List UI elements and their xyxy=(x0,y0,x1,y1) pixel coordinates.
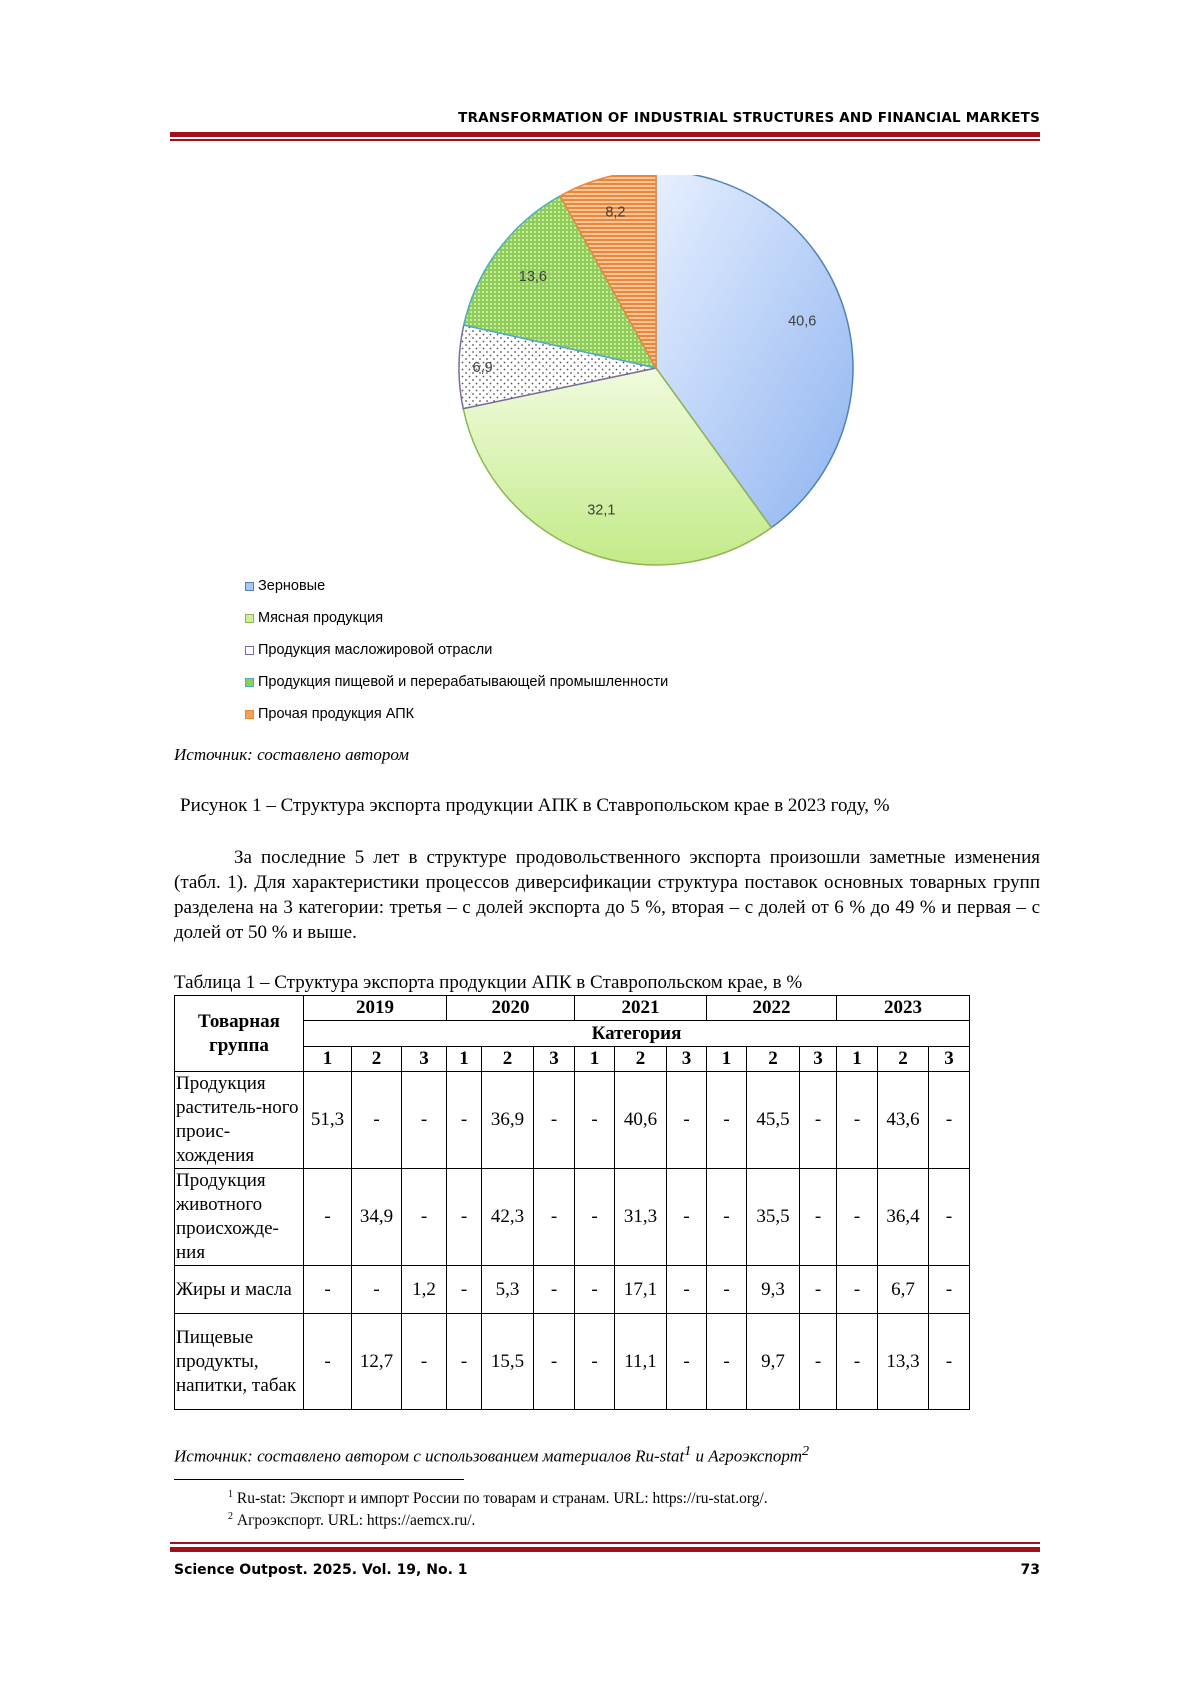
value-cell: - xyxy=(800,1169,837,1266)
value-cell: - xyxy=(800,1072,837,1169)
subcol-header: 3 xyxy=(402,1047,447,1072)
value-cell: 40,6 xyxy=(615,1072,667,1169)
table-row xyxy=(175,1072,970,1169)
value-cell: 34,9 xyxy=(352,1169,402,1266)
value-cell: - xyxy=(837,1266,878,1314)
value-cell: - xyxy=(575,1314,615,1410)
value-cell: 15,5 xyxy=(482,1314,534,1410)
value-cell: - xyxy=(667,1314,707,1410)
value-cell: - xyxy=(534,1072,575,1169)
slice-label: 13,6 xyxy=(518,269,547,286)
value-cell: - xyxy=(304,1266,352,1314)
value-cell: - xyxy=(837,1169,878,1266)
value-cell: 31,3 xyxy=(615,1169,667,1266)
legend-swatch xyxy=(245,646,254,655)
year-header: 2021 xyxy=(575,996,707,1021)
subcol-header: 3 xyxy=(800,1047,837,1072)
slice-label: 8,2 xyxy=(605,204,626,221)
legend-item xyxy=(245,602,668,634)
subcol-header: 2 xyxy=(878,1047,929,1072)
value-cell: - xyxy=(575,1169,615,1266)
legend-swatch xyxy=(245,582,254,591)
table-caption: Таблица 1 – Структура экспорта продукции АПК в Ставропольском крае, в % xyxy=(174,972,803,993)
subcol-header: 1 xyxy=(447,1047,482,1072)
value-cell: 36,9 xyxy=(482,1072,534,1169)
value-cell: 42,3 xyxy=(482,1169,534,1266)
value-cell: 11,1 xyxy=(615,1314,667,1410)
value-cell: - xyxy=(800,1266,837,1314)
value-cell: 13,3 xyxy=(878,1314,929,1410)
header-rule xyxy=(170,132,1040,137)
value-cell: - xyxy=(929,1169,970,1266)
subcol-header: 3 xyxy=(534,1047,575,1072)
subcol-header: 2 xyxy=(615,1047,667,1072)
value-cell: - xyxy=(534,1169,575,1266)
legend-item xyxy=(245,666,668,698)
value-cell: - xyxy=(447,1169,482,1266)
subcol-header: 1 xyxy=(837,1047,878,1072)
header-rule-thin xyxy=(170,139,1040,141)
value-cell: - xyxy=(402,1169,447,1266)
legend-swatch xyxy=(245,710,254,719)
value-cell: - xyxy=(707,1314,747,1410)
category-header: Категория xyxy=(304,1021,970,1047)
value-cell: - xyxy=(837,1072,878,1169)
value-cell: - xyxy=(575,1072,615,1169)
group-cell: Продукция раститель-ного проис-хождения xyxy=(175,1072,304,1169)
table-row xyxy=(175,1266,970,1314)
value-cell: - xyxy=(575,1266,615,1314)
legend-item xyxy=(245,698,668,730)
group-cell: Продукция животного происхожде-ния xyxy=(175,1169,304,1266)
table-row xyxy=(175,1314,970,1410)
value-cell: 36,4 xyxy=(878,1169,929,1266)
value-cell: - xyxy=(837,1314,878,1410)
table-source: Источник: составлено автором с использованием материалов Ru-stat$^1$ и Агроэкспорт$^2$ xyxy=(174,1443,810,1466)
figure-source: Источник: составлено автором xyxy=(174,745,410,764)
subcol-header: 1 xyxy=(575,1047,615,1072)
value-cell: - xyxy=(667,1169,707,1266)
legend-swatch xyxy=(245,614,254,623)
value-cell: - xyxy=(667,1266,707,1314)
value-cell: - xyxy=(402,1314,447,1410)
subcol-header: 3 xyxy=(667,1047,707,1072)
slice-label: 40,6 xyxy=(788,313,817,330)
legend-label: Зерновые xyxy=(258,578,326,594)
footer-rule-thin xyxy=(170,1542,1040,1544)
value-cell: - xyxy=(929,1072,970,1169)
value-cell: - xyxy=(447,1314,482,1410)
subcol-header: 2 xyxy=(482,1047,534,1072)
legend-item xyxy=(245,570,668,602)
value-cell: 5,3 xyxy=(482,1266,534,1314)
year-header: 2020 xyxy=(447,996,575,1021)
subcol-header: 1 xyxy=(707,1047,747,1072)
export-structure-table xyxy=(174,995,970,1410)
value-cell: 9,7 xyxy=(747,1314,800,1410)
table-row xyxy=(175,1169,970,1266)
footer-rule xyxy=(170,1547,1040,1552)
value-cell: 45,5 xyxy=(747,1072,800,1169)
pie-chart xyxy=(170,175,970,635)
subcol-header: 3 xyxy=(929,1047,970,1072)
value-cell: - xyxy=(447,1072,482,1169)
footnote-1: $^1$ Ru-stat: Экспорт и импорт России по товарам и странам. URL: https://ru-stat.org/. xyxy=(228,1489,768,1508)
journal-citation: Science Outpost. 2025. Vol. 19, No. 1 xyxy=(174,1562,468,1578)
body-paragraph xyxy=(174,845,1040,945)
legend-swatch xyxy=(245,678,254,687)
value-cell: - xyxy=(707,1169,747,1266)
value-cell: 12,7 xyxy=(352,1314,402,1410)
value-cell: - xyxy=(707,1266,747,1314)
legend-item xyxy=(245,634,668,666)
value-cell: 9,3 xyxy=(747,1266,800,1314)
value-cell: 35,5 xyxy=(747,1169,800,1266)
value-cell: - xyxy=(534,1266,575,1314)
subcol-header: 2 xyxy=(747,1047,800,1072)
value-cell: - xyxy=(667,1072,707,1169)
value-cell: - xyxy=(352,1266,402,1314)
chart-legend xyxy=(245,570,668,730)
value-cell: 17,1 xyxy=(615,1266,667,1314)
legend-label: Продукция пищевой и перерабатывающей промышленности xyxy=(258,674,669,690)
value-cell: - xyxy=(707,1072,747,1169)
value-cell: - xyxy=(352,1072,402,1169)
group-cell: Жиры и масла xyxy=(175,1266,304,1314)
footnote-2: $^2$ Агроэкспорт. URL: https://aemcx.ru/. xyxy=(228,1511,476,1530)
group-header: Товарная группа xyxy=(175,996,304,1072)
value-cell: 6,7 xyxy=(878,1266,929,1314)
value-cell: - xyxy=(534,1314,575,1410)
value-cell: - xyxy=(304,1169,352,1266)
value-cell: 43,6 xyxy=(878,1072,929,1169)
value-cell: - xyxy=(800,1314,837,1410)
page-footer xyxy=(174,1562,1040,1578)
year-header: 2023 xyxy=(837,996,970,1021)
subcol-header: 2 xyxy=(352,1047,402,1072)
page-number: 73 xyxy=(1020,1562,1040,1578)
value-cell: - xyxy=(447,1266,482,1314)
slice-label: 6,9 xyxy=(472,359,493,376)
group-cell: Пищевые продукты, напитки, табак xyxy=(175,1314,304,1410)
year-header: 2022 xyxy=(707,996,837,1021)
value-cell: 51,3 xyxy=(304,1072,352,1169)
value-cell: - xyxy=(929,1266,970,1314)
value-cell: 1,2 xyxy=(402,1266,447,1314)
legend-label: Прочая продукция АПК xyxy=(258,706,415,722)
subcol-header: 1 xyxy=(304,1047,352,1072)
value-cell: - xyxy=(304,1314,352,1410)
slice-label: 32,1 xyxy=(587,502,616,519)
running-header: TRANSFORMATION OF INDUSTRIAL STRUCTURES AND FINANCIAL MARKETS xyxy=(458,110,1040,126)
value-cell: - xyxy=(402,1072,447,1169)
paragraph-text: За последние 5 лет в структуре продовольственного экспорта произошли заметные изменения (табл. 1). Для характеристики процессов диверсификации структура поставок основных товарных групп разделена на 3 категории: третья – с долей экспорта до 5 %, вторая – с долей от 6 % до 49 % и первая – с долей от 50 % и выше. xyxy=(174,847,1040,943)
footnote-separator xyxy=(174,1479,464,1480)
legend-label: Мясная продукция xyxy=(258,610,384,626)
year-header: 2019 xyxy=(304,996,447,1021)
value-cell: - xyxy=(929,1314,970,1410)
figure-caption: Рисунок 1 – Структура экспорта продукции АПК в Ставропольском крае в 2023 году, % xyxy=(180,795,890,816)
legend-label: Продукция масложировой отрасли xyxy=(258,642,493,658)
